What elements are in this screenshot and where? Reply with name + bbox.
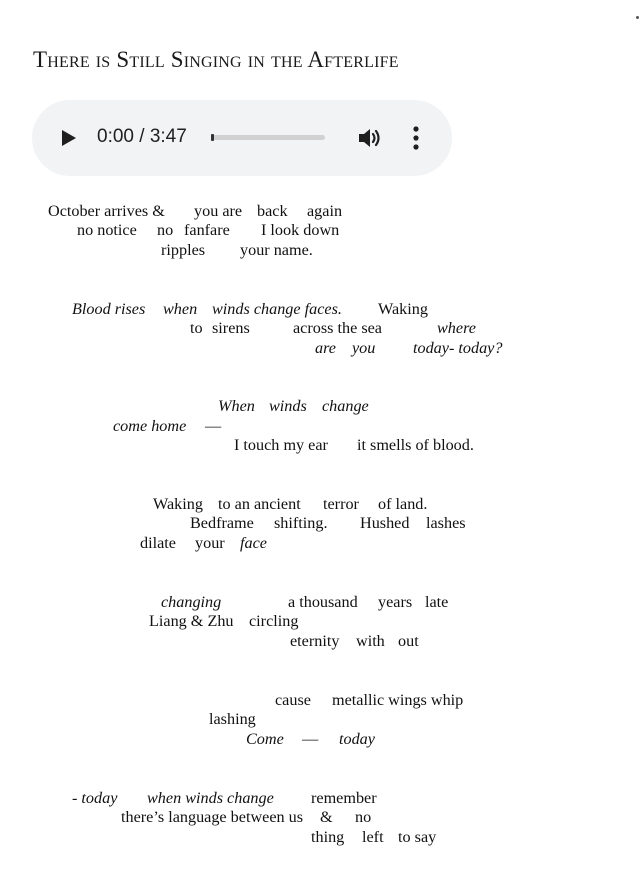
poem-word: out	[398, 632, 419, 650]
poem-word: I look down	[261, 221, 340, 239]
poem-word: face	[240, 534, 267, 552]
poem-word: today	[339, 730, 375, 748]
poem-word: when	[163, 300, 198, 318]
poem-word: to an ancient	[218, 495, 301, 513]
poem-word: where	[437, 319, 476, 337]
poem-word: there’s language between us	[121, 808, 304, 826]
poem-word: sirens	[212, 319, 250, 337]
poem-word: remember	[311, 789, 377, 807]
poem-word: today- today?	[413, 339, 503, 357]
poem-word: winds	[269, 397, 307, 415]
poem-word: metallic wings whip	[332, 691, 464, 709]
poem-word: again	[307, 202, 343, 220]
poem-word: I touch my ear	[234, 436, 328, 454]
poem-word: —	[302, 730, 319, 748]
poem-word: you	[352, 339, 376, 357]
poem-word: Hushed	[360, 514, 410, 532]
poem-word: come home	[113, 417, 187, 435]
poem-word: late	[425, 593, 449, 611]
page-title: There is Still Singing in the Afterlife	[33, 47, 399, 72]
poem-word: with	[356, 632, 385, 650]
poem-word: to	[190, 319, 203, 337]
poem-word: no	[157, 221, 174, 239]
poem-word: Bedframe	[190, 514, 254, 532]
poem-word: years	[378, 593, 413, 611]
poem-word: thing	[311, 828, 345, 846]
poem-word: to say	[398, 828, 437, 846]
poem-word: eternity	[290, 632, 340, 650]
poem-word: back	[257, 202, 288, 220]
poem-word: a thousand	[288, 593, 358, 611]
poem-word: ripples	[161, 241, 206, 259]
poem-word: fanfare	[184, 221, 230, 239]
poem-word: When	[218, 397, 255, 415]
poem-word: &	[320, 808, 333, 826]
poem-word: when winds change	[147, 789, 274, 807]
poem-word: of land.	[378, 495, 428, 513]
poem-word: terror	[323, 495, 359, 513]
poem-word: change	[322, 397, 369, 415]
poem-word: it smells of blood.	[357, 436, 474, 454]
time-display: 0:00 / 3:47	[97, 126, 187, 147]
poem-word: dilate	[140, 534, 176, 552]
poem-word: Come	[246, 730, 284, 748]
poem-word: across the sea	[293, 319, 382, 337]
poem-word: are	[315, 339, 336, 357]
poem-word: —	[205, 417, 222, 435]
poem-word: Waking	[153, 495, 203, 513]
poem-word: October arrives &	[48, 202, 165, 220]
poem-word: Blood rises	[72, 300, 146, 318]
poem-word: your name.	[240, 241, 313, 259]
poem-word: circling	[249, 612, 299, 630]
poem-word: cause	[275, 691, 311, 709]
poem-word: - today	[72, 789, 118, 807]
poem-word: lashes	[426, 514, 466, 532]
poem-word: no	[355, 808, 372, 826]
poem-word: winds change faces.	[212, 300, 342, 318]
poem-word: you are	[194, 202, 243, 220]
poem-word: lashing	[209, 710, 256, 728]
poem-word: shifting.	[274, 514, 328, 532]
poem-word: left	[362, 828, 384, 846]
poem-word: changing	[161, 593, 222, 611]
poem-word: Liang & Zhu	[149, 612, 234, 630]
poem-word: your	[195, 534, 225, 552]
poem-word: no notice	[77, 221, 137, 239]
poem-word: Waking	[378, 300, 428, 318]
